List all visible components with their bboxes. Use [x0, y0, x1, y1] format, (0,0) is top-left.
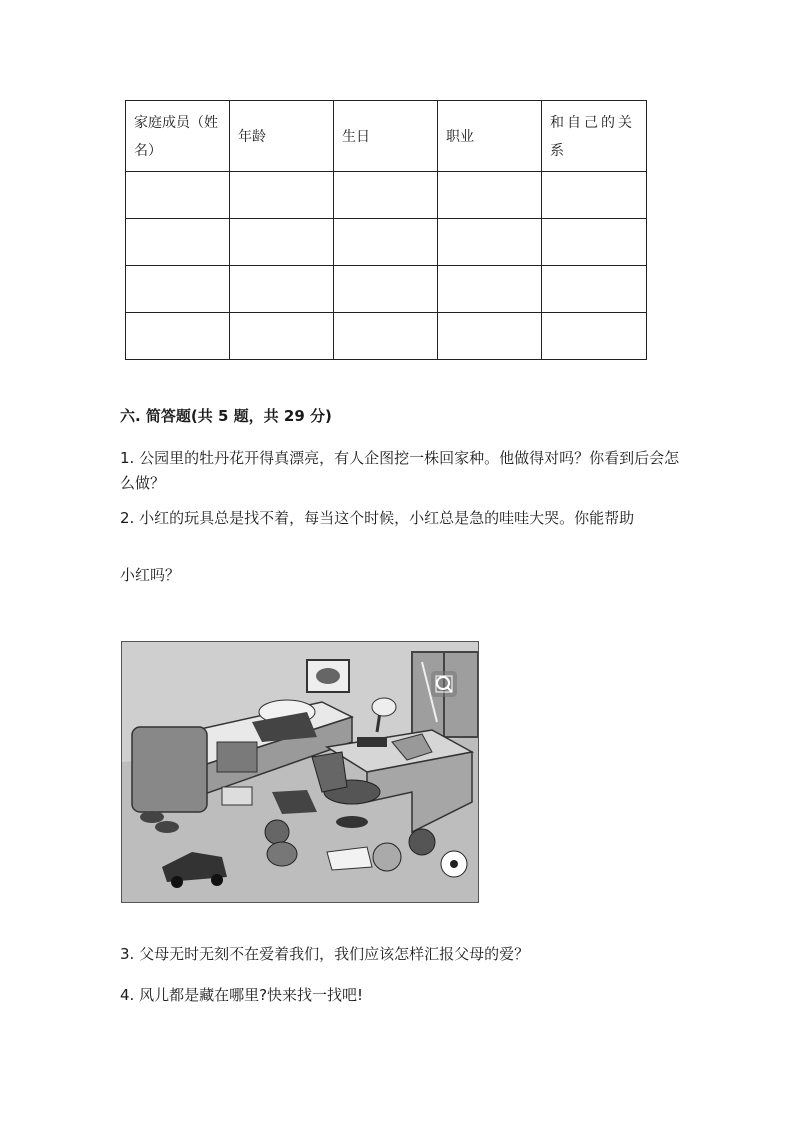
table-cell[interactable]: [334, 219, 438, 266]
question-4: 4. 风儿都是藏在哪里?快来找一找吧!: [120, 986, 364, 1004]
table-cell[interactable]: [438, 219, 542, 266]
table-row: [126, 172, 647, 219]
table-cell[interactable]: [542, 266, 647, 313]
table-cell[interactable]: [334, 172, 438, 219]
question-1: 1. 公园里的牡丹花开得真漂亮，有人企图挖一株回家种。他做得对吗？你看到后会怎么做？: [120, 449, 680, 492]
table-cell[interactable]: [126, 219, 230, 266]
table-header-row: [126, 101, 647, 172]
header-age: 年龄: [230, 101, 334, 172]
table-cell[interactable]: [230, 313, 334, 360]
question-3: 3. 父母无时无刻不在爱着我们，我们应该怎样汇报父母的爱？: [120, 945, 530, 963]
header-relationship: 和自己的关系: [542, 101, 647, 172]
table-cell[interactable]: [126, 313, 230, 360]
question-2-line-1: 2. 小红的玩具总是找不着，每当这个时候，小红总是急的哇哇大哭。你能帮助: [120, 509, 635, 527]
zoom-in-icon[interactable]: [431, 671, 457, 697]
table-cell[interactable]: [542, 313, 647, 360]
table-cell[interactable]: [230, 219, 334, 266]
table-cell[interactable]: [230, 266, 334, 313]
table-cell[interactable]: [334, 313, 438, 360]
header-family-member: 家庭成员（姓名）: [126, 101, 230, 172]
table-cell[interactable]: [334, 266, 438, 313]
table-cell[interactable]: [438, 172, 542, 219]
messy-bedroom-illustration: [121, 641, 479, 903]
table-cell[interactable]: [126, 172, 230, 219]
table-cell[interactable]: [438, 266, 542, 313]
question-2-line-2: 小红吗？: [120, 566, 181, 584]
section-title: 六. 简答题(共 5 题，共 29 分): [120, 407, 332, 425]
table-cell[interactable]: [230, 172, 334, 219]
table-cell[interactable]: [542, 172, 647, 219]
family-members-table: [125, 100, 647, 360]
table-cell[interactable]: [542, 219, 647, 266]
table-row: [126, 266, 647, 313]
header-birthday: 生日: [334, 101, 438, 172]
table-cell[interactable]: [438, 313, 542, 360]
header-occupation: 职业: [438, 101, 542, 172]
table-row: [126, 219, 647, 266]
table-cell[interactable]: [126, 266, 230, 313]
table-row: [126, 313, 647, 360]
